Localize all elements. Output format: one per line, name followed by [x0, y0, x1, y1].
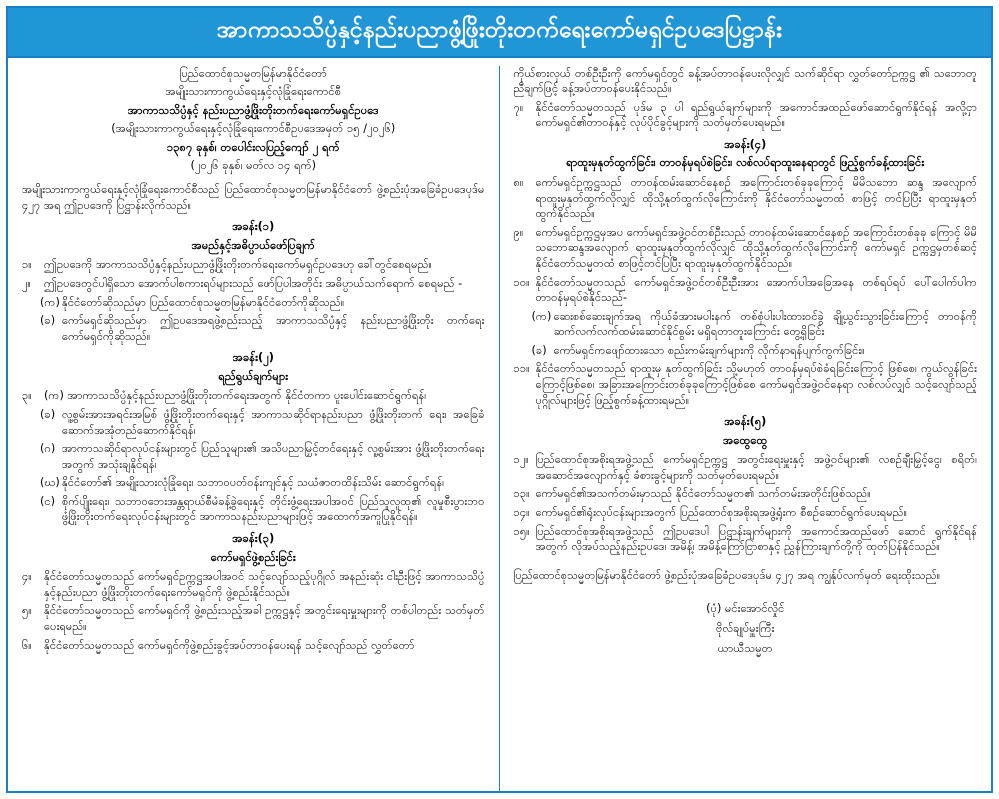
paragraph-text: ပြည်ထောင်စုအစိုးရအဖွဲ့သည် ဤဥပဒေပါ ပြဋ္ဌာန်းချက်များကို အကောင်အထည်ဖော် ဆောင် ရွက်နိုင်ရန်အတွက် လိုအပ်သည့်နည်းဥပဒေ၊ အမိန့်၊ အမိန့်ကြော်ငြာစာနှင့် ညွှန်ကြားချက်တို့ကို ထုတ်ပြန်နိုင်သည်။: [535, 524, 977, 554]
paragraph-number: ၁၅။: [513, 524, 530, 538]
paragraph-item: [22, 276, 485, 292]
paragraph-number: ၁၄။: [513, 506, 530, 520]
chapter-2-title: အခန်း(၂): [232, 351, 274, 365]
paragraph-item: [22, 603, 485, 634]
law-title: အာကာသသိပ္ပံနှင့် နည်းပညာဖွံ့ဖြိုးတိုးတက်ရေးကော်မရှင်ဥပဒေ: [127, 103, 379, 117]
paragraph-item: [514, 175, 978, 222]
subitem-number: (ဂ): [40, 442, 56, 456]
subitem-text: ဆေးစစ်ဆေးချက်အရ ကိုယ်ခံအားမပါးနက် တစ်စုံပါးပါးထားဝင်ခွဲ ချို့ယွင်းသွားခြင်းကြောင့် တာဝန်ကိုဆက်လက်လက်ထမ်းဆောင်နိုင်စွမ်း မရှိရတာတူးကြောင်း တွေ့ရှိခြင်း: [553, 309, 977, 339]
paragraph-item: [514, 486, 978, 502]
chapter-5-subtitle: အထွေထွေ: [723, 433, 768, 447]
paragraph-text: နိုင်ငံတော်သမ္မတသည် ကော်မရှင်ဥက္ကဋ္ဌအပါအဝင် သင့်လျော်သည့်ပုဂ္ဂိုလ် အနည်းဆုံး ငါးဦးဖြင့် အာကာသသိပ္ပံနှင့်နည်းပညာ ဖွံ့ဖြိုးတိုးတက်ရေးကော်မရှင်ကို ဖွဲ့စည်းနိုင်သည်။: [44, 570, 485, 599]
paragraph-number: ၁၃။: [513, 487, 530, 501]
chapter-2-subtitle: ရည်ရွယ်ချက်များ: [218, 369, 289, 383]
date-myanmar: ၁၃၈၇ ခုနှစ်၊ တပေါင်းလပြည့်ကျော် ၂ ရက်: [166, 140, 340, 154]
paragraph-text: ကော်မရှင်ဥက္ကဋ္ဌမှအပ ကော်မရှင်အဖွဲ့ဝင်တစ်ဦးသည် တာဝန်ထမ်းဆောင်နေစဉ် အကြောင်းတစ်ခုခု ကြောင့် မိမိသဘောဆန္ဒအလျောက် ရာထူးမှနုတ်ထွက်လိုလျှင် ထိုသို့နုတ်ထွက်လိုကြောင်းကို ကော်မရှင် ဥက္ကဋ္ဌမှတစ်ဆင့် နိုင်ငံတော်သမ္မတထံ စာဖြင့်တင်ပြပြီး ရာထူးမှနုတ်ထွက်နိုင်သည်။: [535, 225, 977, 270]
subitem-number: (က): [40, 295, 60, 309]
subitem-number: (က): [44, 389, 64, 403]
paragraph-text: ကော်မရှင်ဥက္ကဋ္ဌသည် တာဝန်ထမ်းဆောင်နေစဉ် အကြောင်းတစ်ခုခုကြောင့် မိမိသဘော ဆန္ဒ အလျောက် ရာထူးမှနုတ်ထွက်လိုလျှင် ထိုသို့နုတ်ထွက်လိုကြောင်းကို နိုင်ငံတော်သမ္မတထံ စာဖြင့် တင်ပြပြီး ရာထူးမှနုတ်ထွက်နိုင်သည်။: [535, 176, 977, 221]
paragraph-number: ၇။: [513, 100, 524, 114]
paragraph-subitem: [40, 441, 485, 472]
subitem-number: (ခ): [40, 408, 56, 421]
paragraph-item: [22, 569, 485, 600]
closing-paragraph: ပြည်ထောင်စုသမ္မတမြန်မာနိုင်ငံတော် ဖွဲ့စည်းပုံအခြေခံဥပဒေပုဒ်မ ၄၂၇ အရ ကျွန်ုပ်လက်မှတ် ရေးထိုးသည်။: [513, 568, 941, 582]
banner-title: အာကာသသိပ္ပံနှင့်နည်းပညာဖွံ့ဖြိုးတိုးတက်ရေးကော်မရှင်ဥပဒေပြဋ္ဌာန်း: [8, 8, 991, 58]
paragraph-text: နိုင်ငံတော်သမ္မတသည် ရာထူးမှ နုတ်ထွက်ခြင်း သို့မဟုတ် တာဝန်မှရပ်စဲခံရခြင်းကြောင့် ဖြစ်စေ၊ ကွယ်လွန်ခြင်းကြောင့်ဖြစ်စေ၊ အခြားအကြောင်းတစ်ခုခုကြောင့်ဖြစ်စေ ကော်မရှင်အဖွဲ့ဝင်နေရာ လစ်လပ်လျှင် သင့်လျော်သည့်ပုဂ္ဂိုလ်များဖြင့် ဖြည့်စွက်ခန့်ထားရမည်။: [535, 362, 977, 407]
subitem-body: အာကာသသိပ္ပံနှင့်နည်းပညာဖွံ့ဖြိုးတိုးတက်ရေးအတွက် နိုင်ငံတကာ ပူးပေါင်းဆောင်ရွက်ရန်၊: [67, 389, 427, 403]
paragraph-text: ကော်မရှင်၏အသက်တမ်းမှာသည် နိုင်ငံတော်သမ္မတ၏ သက်တမ်းအတိုင်းဖြစ်သည်။: [535, 487, 871, 501]
paragraph-text: ကော်မရှင်၏ရုံးလုပ်ငန်းများအတွက် ပြည်ထောင်စုအစိုးရအဖွဲ့ရုံးက စီစဉ်ဆောင်ရွက်ပေးရမည်။: [535, 506, 907, 520]
subitem-text: အာကာသဆိုင်ရာလုပ်ငန်းများတွင် ပြည်သူများ၏ အသိပညာမြှင့်တင်ရေးနှင့် လူ့စွမ်းအား ဖွံ့ဖြိုးတိုးတက်ရေးအတွက် အသုံးချနိုင်ရန်၊: [62, 442, 485, 471]
paragraph-item: [514, 452, 978, 483]
right-column: [500, 66, 992, 791]
chapter-3-title: အခန်း(၃): [232, 532, 275, 546]
subitem-text: စိုက်ပျိုးရေး၊ သဘာဝဘေးအန္တရာယ်စီမံခန့်ခွဲရေးနှင့် တိုင်းဖွံ့ရေးအပါအဝင် ပြည်သူလူထု၏ လူမှုစီးပွားဘဝ ဖွံ့ဖြိုးတိုးတက်ရေးလုပ်ငန်းများတွင် အာကာသနည်းပညာများဖြင့် အထောက်အကူပြုနိုင်ရန်။: [62, 494, 485, 524]
paragraph-subitem: [40, 313, 485, 344]
chapter-5-title: အခန်း(၅): [724, 415, 767, 429]
chapter-1-subtitle: အမည်နှင့်အဓိပ္ပာယ်ဖော်ပြချက်: [191, 238, 315, 252]
paragraph-item: [514, 524, 978, 555]
paragraph-item: [514, 100, 978, 131]
subitem-text: နိုင်ငံတော်ဆိုသည်မှာ ပြည်ထောင်စုသမ္မတမြန်မာနိုင်ငံတော်ကိုဆိုသည်။: [62, 295, 345, 309]
paragraph-number: ၉။: [513, 225, 524, 239]
subitem-number: (က): [531, 309, 552, 323]
preamble-paragraph: အမျိုးသားကာကွယ်ရေးနှင့်လုံခြုံရေးကောင်စီသည် ပြည်ထောင်စုသမ္မတမြန်မာနိုင်ငံတော် ဖွဲ့စည်းပုံအခြေခံဥပဒေပုဒ်မ ၄၂၇ အရ ဤဥပဒေကို ပြဋ္ဌာန်းလိုက်သည်။: [22, 183, 485, 212]
paragraph-number: ၃။: [22, 389, 32, 403]
signature-block: [514, 601, 978, 658]
paragraph-text: ပြည်ထောင်စုအစိုးရအဖွဲ့သည် ကော်မရှင်ဥက္ကဋ္ဌ အတွင်းရေးမှူးနှင့် အဖွဲ့ဝင်များ၏ လစဉ်ချီးမြှင့်ငွေ၊ စရိတ်၊ အဆောင်အလျောက်နှင့် ခံစားခွင့်များကို သတ်မှတ်ပေးရမည်။: [535, 453, 977, 482]
subitem-number: (င): [40, 494, 56, 508]
paragraph-text: နိုင်ငံတော်သမ္မတသည် ကော်မရှင်အဖွဲ့ဝင်တစ်ဦးဦးအား အောက်ပါအခြေအနေ တစ်ရပ်ရပ် ပေါ်ပေါက်ပါက တာဝန်မှရပ်စဲနိုင်သည်-: [535, 275, 977, 305]
paragraph-number: ၄။: [22, 570, 32, 584]
paragraph-item: [22, 257, 485, 273]
signatory-rank: ဗိုလ်ချုပ်မှူးကြီး: [716, 622, 775, 636]
paragraph-item: [514, 505, 978, 521]
paragraph-subitem: [40, 494, 485, 525]
paragraph-subitem: [532, 343, 978, 359]
signatory-office: ယာယီသမ္မတ: [717, 642, 773, 656]
paragraph-number: ၅။: [22, 604, 32, 618]
paragraph-text: ဤဥပဒေတွင်ပါရှိသော အောက်ပါစကားရပ်များသည် ဖော်ပြပါအတိုင်း အဓိပ္ပာယ်သက်ရောက် စေရမည် -: [44, 276, 463, 290]
paragraph-number: ၁။: [22, 258, 32, 272]
chapter-4-subtitle: ရာထူးမှနုတ်ထွက်ခြင်း၊ တာဝန်မှရပ်စဲခြင်း၊ လစ်လပ်ရာထူးနေရာတွင် ဖြည့်စွက်ခန့်ထားခြင်း: [566, 156, 925, 170]
continued-paragraph: ကိုယ်စားလှယ် တစ်ဦးဦးကို ကော်မရှင်တွင် ခန့်အပ်တာဝန်ပေးလိုလျှင် သက်ဆိုင်ရာ လွှတ်တော်ဥက္ကဋ္ဌ ၏ သဘောတူညီချက်ဖြင့် ခန့်အပ်တာဝန်ပေးနိုင်သည်။: [513, 66, 977, 96]
chapter-1-title: အခန်း(၁): [232, 220, 275, 234]
paragraph-number: ၈။: [513, 176, 524, 190]
subitem-text: ကော်မရှင်ကဖျော်ထားသော စည်းကမ်းချက်များကို လိုက်နာရန်ပျက်ကွက်ခြင်း။: [553, 343, 865, 357]
law-number: (အမျိုးသားကာကွယ်ရေးနှင့်လုံခြုံရေးကောင်စီဥပဒေအမှတ် ၁၅ /၂၀၂၆): [111, 122, 396, 136]
paragraph-number: ၆။: [22, 638, 32, 652]
paragraph-subitem: [532, 309, 978, 340]
subitem-number: (ခ): [40, 314, 56, 328]
paragraph-number: ၁၀။: [513, 275, 530, 289]
subitem-text: လူ့စွမ်းအားအရင်းအမြစ် ဖွံ့ဖြိုးတိုးတက်ရေးနှင့် အာကာသဆိုင်ရာနည်းပညာ ဖွံ့ဖြိုးတိုးတက် ရေး၊ အခြေခံဆောက်အအုံတည်ဆောက်နိုင်ရန်၊: [62, 408, 485, 437]
paragraph-text: နိုင်ငံတော်သမ္မတသည် ကော်မရှင်ကို ဖွဲ့စည်းသည့်အခါ ဥက္ကဋ္ဌနှင့် အတွင်းရေးမှူးများကို တစ်ပါတည်း သတ်မှတ်ပေးရမည်။: [44, 604, 485, 633]
paragraph-text: နိုင်ငံတော်သမ္မတသည် ကော်မရှင်ကိုဖွဲ့စည်းခွင့်အပ်တာဝန်ပေးရန် သင့်လျော်သည် လွှတ်တော်: [44, 638, 415, 652]
document-frame: [6, 6, 993, 793]
subitem-number: (ခ): [531, 343, 547, 357]
paragraph-number: ၂။: [22, 276, 31, 290]
paragraph-text: ဤဥပဒေကို အာကာသသိပ္ပံနှင့်နည်းပညာဖွံ့ဖြိုးတိုးတက်ရေးကော်မရှင်ဥပဒေဟု ခေါ်တွင်စေရမည်။: [44, 258, 432, 272]
paragraph-number: ၁၁။: [513, 362, 530, 376]
paragraph-subitem: [40, 475, 485, 491]
header-line-2: အမျိုးသားကာကွယ်ရေးနှင့်လုံခြုံရေးကောင်စီ: [165, 85, 342, 99]
subitem-number: (ဃ): [40, 476, 60, 490]
subitem-text: နိုင်ငံတော်၏ အမျိုးသားလုံခြုံရေး၊ သဘာဝပတ်ဝန်းကျင်နှင့် သယံဇာတထိန်းသိမ်း ဆောင်ရွက်ရန်၊: [62, 476, 445, 490]
paragraph-item: [514, 275, 978, 306]
paragraph-item: [22, 388, 485, 404]
paragraph-subitem: [40, 295, 485, 311]
paragraph-item: [514, 225, 978, 272]
header-line-1: ပြည်ထောင်စုသမ္မတမြန်မာနိုင်ငံတော်: [179, 66, 327, 80]
paragraph-item: [22, 638, 485, 654]
chapter-3-subtitle: ကော်မရှင်ဖွဲ့စည်းခြင်း: [210, 550, 296, 564]
left-column: [8, 66, 500, 791]
subitem-text: ကော်မရှင်ဆိုသည်မှာ ဤဥပဒေအရဖွဲ့စည်းသည့် အာကာသသိပ္ပံနှင့် နည်းပညာဖွံ့ဖြိုးတိုး တက်ရေးကော်မရှင်ကိုဆိုသည်။: [62, 314, 485, 343]
two-column-body: [8, 58, 991, 791]
paragraph-subitem: [40, 407, 485, 438]
paragraph-text: နိုင်ငံတော်သမ္မတသည် ပုဒ်မ ၃ ပါ ရည်ရွယ်ချက်များကို အကောင်အထည်ဖော်ဆောင်ရွက်နိုင်ရန် အလို့ငှာ ကော်မရှင်၏တာဝန်နှင့် လုပ်ပိုင်ခွင့်များကို သတ်မှတ်ပေးရမည်။: [535, 100, 977, 130]
paragraph-item: [514, 361, 978, 408]
date-gregorian: (၂၀၂၆ ခုနှစ်၊ မတ်လ ၁၄ ရက်): [190, 159, 317, 173]
signatory-name: (ပုံ) မင်းအောင်လှိုင်: [706, 602, 785, 616]
paragraph-number: ၁၂။: [513, 453, 529, 467]
chapter-4-title: အခန်း(၄): [724, 137, 767, 151]
subitem-text: [44, 388, 485, 404]
